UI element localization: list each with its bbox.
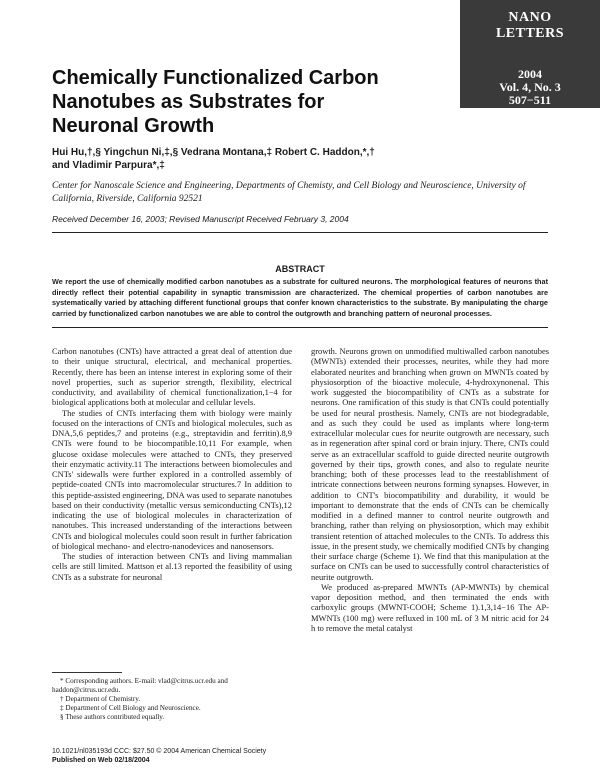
abstract-text: We report the use of chemically modified carbon nanotubes as a substrate for cultured neurons. The morphological features of neurons that directly reflect their potential capability in synaptic transmission are characterized. The chemical properties of carbon nanotubes are systematically varied by attaching different functional groups that confer known characteristics to the substrate. By manipulating the charge carried by functionalized carbon nanotubes we are able to control the outgrowth and branching pattern of neuronal processes.: [52, 277, 548, 318]
body-paragraph: The studies of interaction between CNTs and living mammalian cells are still limited. Mattson et al.13 reported the feasibility of using CNTs as a substrate for neuronal: [52, 551, 292, 582]
footnote-double-dagger: ‡ Department of Cell Biology and Neuroscience.: [60, 704, 201, 712]
footnote-section: § These authors contributed equally.: [60, 713, 165, 721]
journal-volume: Vol. 4, No. 3: [499, 80, 561, 94]
footnote-corresponding: * Corresponding authors. E-mail: vlad@citrus.ucr.edu and haddon@citrus.ucr.edu.: [52, 677, 228, 694]
published-date: Published on Web 02/18/2004: [52, 757, 150, 764]
received-dates: Received December 16, 2003; Revised Manuscript Received February 3, 2004: [52, 214, 349, 224]
footnotes: [52, 677, 292, 722]
abstract-top-rule: [52, 232, 548, 233]
footnote-dagger: † Department of Chemistry.: [60, 695, 141, 703]
paper-title: Chemically Functionalized Carbon Nanotubes as Substrates for Neuronal Growth: [52, 67, 379, 137]
body-column-right: [311, 346, 549, 633]
journal-name-line1: NANO: [508, 10, 552, 25]
body-paragraph: We produced as-prepared MWNTs (AP-MWNTs) by chemical vapor deposition method, and then terminated the ends with carboxylic groups (MWNT-COOH; Scheme 1).1,3,14−16 The AP-MWNTs (100 mg) were refluxed in 100 mL of 3 M nitric acid for 24 h to remove the metal catalyst: [311, 581, 549, 633]
abstract-heading: ABSTRACT: [275, 264, 325, 274]
body-paragraph: Carbon nanotubes (CNTs) have attracted a great deal of attention due to their unique structural, electrical, and mechanical properties. Recently, there has been an intense interest in exploring some of their novel properties, such as superior strength, flexibility, electrical conductivity, and availability of chemical functionalization,1−4 for biological applications both at molecular and cellular levels.: [52, 346, 292, 408]
footnote-rule: [52, 672, 122, 673]
body-paragraph: growth. Neurons grown on unmodified multiwalled carbon nanotubes (MWNTs) extended their processes, neurites, while they had more elaborated neurites and branching when grown on MWNTs coated by physiosorption of the bioactive molecule, 4-hydroxynonenal. This work suggested the biocompatibility of CNTs as a substrate for neurons. One ramification of this study is that CNTs could potentially be used for neural prosthesis. Namely, CNTs are not biodegradable, and as such they could be used as implants where long-term extracellular molecular cues for neurite outgrowth are necessary, such as in regeneration after spinal cord or brain injury. There, CNTs could serve as an extracellular scaffold to guide directed neurite outgrowth governed by their tips, growth cones, and also to regulate neurite branching; both of these processes lead to the reestablishment of intricate connections between neurons forming synapses. However, in addition to CNT's biocompatibility and durability, it would be important to demonstrate that the ends of CNTs can be chemically modified in a defined manner to control neurite outgrowth and branching, rather than relying on physiosorption, which may exhibit transient retention of attached molecules to the CNTs. To address this issue, in the present study, we chemically modified CNTs by changing their surface charge (Scheme 1). We find that this manipulation at the surface on CNTs can be used to successfully control characteristics of neurite outgrowth.: [311, 346, 549, 582]
journal-pages: 507−511: [508, 93, 552, 107]
abstract-bottom-rule: [52, 327, 548, 328]
journal-badge: [460, 0, 600, 108]
author-list: Hui Hu,†,§ Yingchun Ni,‡,§ Vedrana Montana,‡ Robert C. Haddon,*,† and Vladimir Parpura*,‡: [52, 147, 375, 171]
journal-name-line2: LETTERS: [495, 26, 565, 41]
doi-line: 10.1021/nl035193d CCC: $27.50 © 2004 American Chemical Society: [52, 748, 267, 755]
affiliation: Center for Nanoscale Science and Engineering, Departments of Chemisty, and Cell Biology and Neuroscience, University of California, Riverside, California 92521: [52, 181, 526, 204]
body-paragraph: The studies of CNTs interfacing them with biology were mainly focused on the interactions of CNTs and biological molecules, such as DNA,5,6 peptides,7 and proteins (e.g., streptavidin and ferritin).8,9 CNTs were found to be biocompatible.10,11 For example, when glucose oxidase molecules were attached to CNTs, they preserved their enzymatic activity.11 The interactions between biomolecules and CNTs' sidewalls were further explored in a controlled assembly of peptide-coated CNTs into macromolecular structures.7 In addition to this peptide-assisted engineering, DNA was used to separate nanotubes based on their conductivity (metallic versus semiconducting CNTs),12 indicating the use of biological molecules in characterization of nanotubes. This increased understanding of the interactions between CNTs and biological molecules could soon result in further fabrication of biological mechano- and electro-nanodevices and nanosensors.: [52, 407, 292, 551]
publication-info: [52, 747, 452, 765]
journal-year: 2004: [518, 67, 542, 81]
body-column-left: [52, 346, 292, 582]
